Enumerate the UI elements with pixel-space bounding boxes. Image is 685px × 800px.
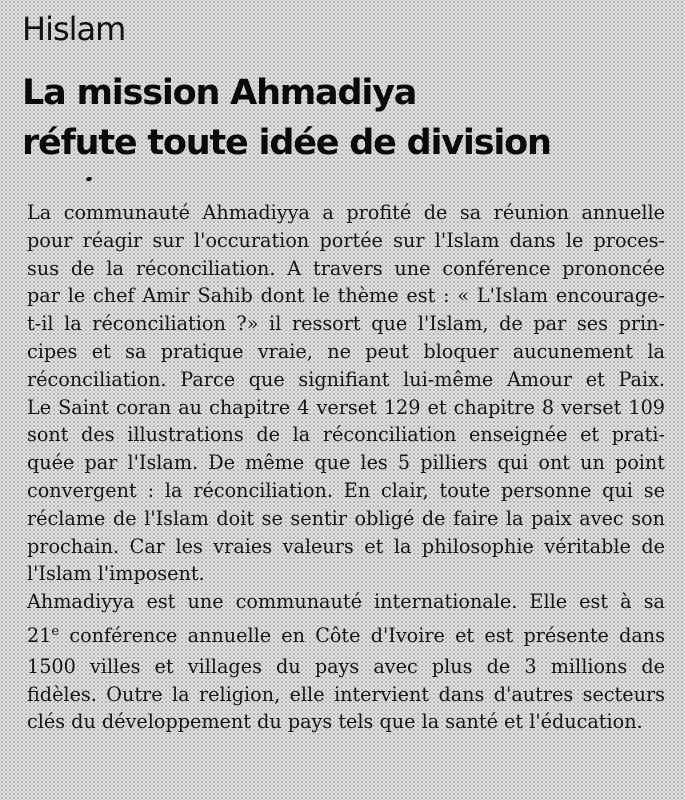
body-line: clés du développement du pays tels que la santé et l'éducation. bbox=[27, 710, 643, 734]
body-line: La communauté Ahmadiyya a profité de sa réunion annuelle bbox=[27, 201, 665, 224]
body-line: l'Islam l'imposent. bbox=[27, 562, 205, 586]
body-line: Ahmadiyya est une communauté internationale. Elle est à sa bbox=[27, 590, 665, 614]
paragraph-1 bbox=[27, 199, 665, 588]
body-line: fidèles. Outre la religion, elle intervient dans d'autres secteurs bbox=[27, 682, 665, 706]
section-kicker: Hislam bbox=[22, 10, 126, 48]
body-line: cipes et sa pratique vraie, ne peut bloquer aucunement la bbox=[27, 339, 665, 363]
body-line: réclame de l'Islam doit se sentir obligé de faire la paix avec son bbox=[27, 506, 665, 530]
body-line: quée par l'Islam. De même que les 5 pilliers qui ont un point bbox=[27, 451, 665, 475]
body-line: Le Saint coran au chapitre 4 verset 129 et chapitre 8 verset 109 bbox=[27, 395, 665, 419]
body-line-with-ordinal bbox=[27, 622, 665, 653]
headline-line-2: réfute toute idée de division bbox=[22, 123, 551, 163]
ordinal-superscript: e bbox=[51, 623, 60, 639]
body-line: pour réagir sur l'occuration portée sur l'Islam dans le proces- bbox=[27, 228, 665, 252]
body-line: 1500 villes et villages du pays avec plus de 3 millions de bbox=[27, 654, 665, 678]
ink-smudge bbox=[85, 176, 92, 182]
body-line: t-il la réconciliation ?» il ressort que l'Islam, de par ses prin- bbox=[27, 312, 665, 336]
headline-line-1: La mission Ahmadiya bbox=[22, 73, 417, 113]
body-line: sont des illustrations de la réconciliation enseignée et prati- bbox=[27, 423, 665, 447]
article-headline bbox=[22, 68, 551, 168]
paragraph-2 bbox=[27, 588, 665, 736]
ordinal-number: 21 bbox=[27, 623, 52, 647]
body-line: réconciliation. Parce que signifiant lui-même Amour et Paix. bbox=[27, 367, 665, 391]
article-body bbox=[27, 199, 665, 736]
body-line: par le chef Amir Sahib dont le thème est : « L'Islam encourage- bbox=[27, 284, 665, 308]
body-line: sus de la réconciliation. A travers une conférence prononcée bbox=[27, 256, 665, 280]
body-line: convergent : la réconciliation. En clair, toute personne qui se bbox=[27, 478, 665, 502]
ordinal-line-rest: conférence annuelle en Côte d'Ivoire et est présente dans bbox=[59, 623, 665, 647]
body-line: prochain. Car les vraies valeurs et la philosophie véritable de bbox=[27, 534, 665, 558]
